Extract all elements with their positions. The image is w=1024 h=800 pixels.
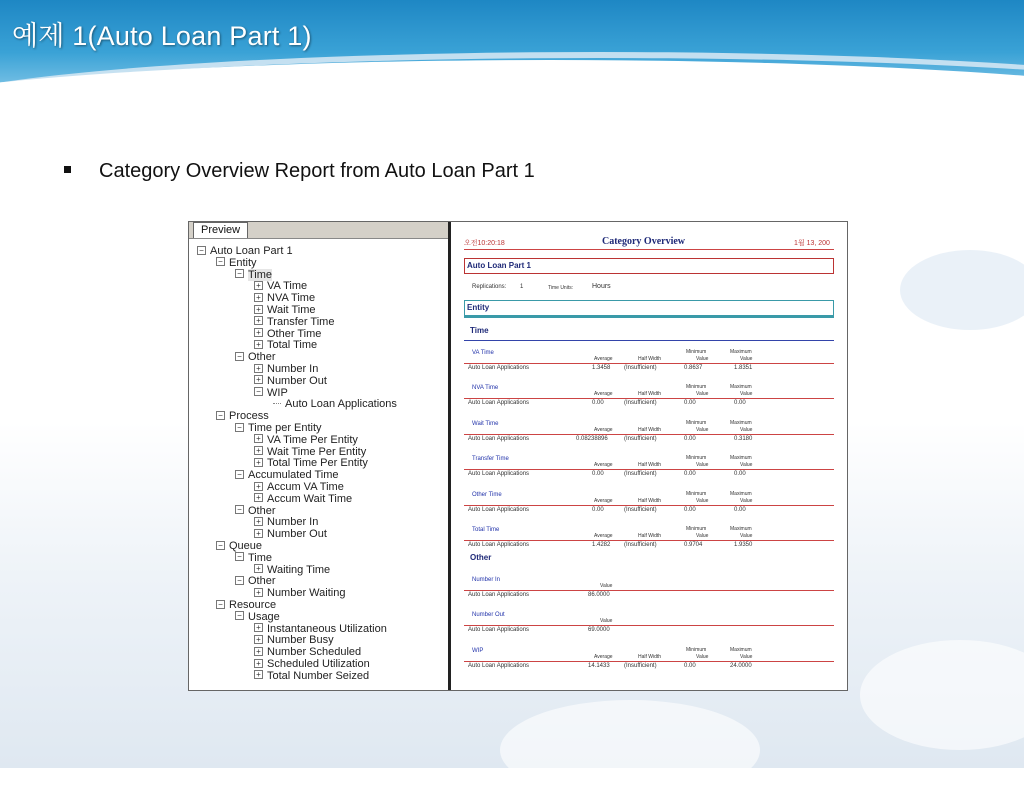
tree-node[interactable] — [254, 658, 370, 670]
half-width-value: (Insufficient) — [624, 506, 657, 513]
collapse-icon[interactable]: − — [235, 505, 244, 514]
col-min-value-label: Value — [696, 533, 709, 539]
row-rule — [464, 625, 834, 626]
tree-node[interactable] — [254, 316, 334, 328]
replications-label: Replications: — [472, 284, 507, 290]
col-minimum-label: Minimum — [686, 490, 707, 497]
tree-node-label: Total Time Per Entity — [267, 457, 368, 470]
row-label: Auto Loan Applications — [468, 592, 530, 598]
row-label: Auto Loan Applications — [468, 506, 530, 513]
col-half-width-label: Half Width — [638, 653, 662, 660]
col-average-label: Average — [594, 426, 613, 433]
tree-node[interactable] — [216, 410, 269, 422]
tree-node-label: Number Out — [267, 374, 327, 387]
tab-preview[interactable]: Preview — [193, 222, 248, 238]
bullet-item — [64, 160, 535, 183]
tree-node[interactable] — [254, 646, 361, 658]
tree-node[interactable] — [235, 575, 276, 587]
entity-section-title: Entity — [467, 303, 490, 312]
col-minimum-label: Minimum — [686, 455, 707, 462]
expand-icon[interactable]: + — [254, 564, 263, 573]
tree-node[interactable] — [254, 446, 366, 458]
row-label: Auto Loan Applications — [468, 471, 530, 478]
tree-node[interactable] — [254, 670, 369, 682]
minimum-value: 0.00 — [684, 471, 696, 478]
tree-node[interactable] — [235, 469, 338, 481]
collapse-icon[interactable]: − — [235, 552, 244, 561]
expand-icon[interactable]: + — [254, 328, 263, 337]
col-max-value-label: Value — [740, 356, 753, 362]
tree-node-label: VA Time — [267, 280, 308, 293]
col-average-label: Average — [594, 391, 613, 398]
col-max-value-label: Value — [740, 426, 753, 433]
tree-node[interactable] — [235, 422, 322, 434]
maximum-value: 0.00 — [734, 506, 746, 513]
tree-node-label: Waiting Time — [267, 563, 331, 576]
tree-node-label: Other — [248, 351, 276, 364]
tree-node-label: NVA Time — [267, 292, 316, 305]
tree-node-label: Total Number Seized — [267, 669, 370, 682]
col-min-value-label: Value — [696, 497, 709, 504]
col-maximum-label: Maximum — [730, 646, 752, 653]
row-rule — [464, 469, 834, 470]
expand-icon[interactable]: + — [254, 623, 263, 632]
tree-node-label: Process — [229, 410, 269, 423]
tree-node[interactable] — [254, 339, 317, 351]
collapse-icon[interactable]: − — [235, 423, 244, 432]
col-average-label: Average — [594, 462, 613, 469]
average-value: 1.4282 — [592, 542, 611, 548]
value: 86.0000 — [588, 592, 610, 598]
tree-node-label: Transfer Time — [267, 315, 335, 328]
tree-node-label: Queue — [229, 540, 263, 552]
slide-title: 예제 1(Auto Loan Part 1) — [12, 21, 312, 51]
tree-node-label: VA Time Per Entity — [267, 433, 358, 446]
collapse-icon[interactable]: − — [235, 269, 244, 278]
tree-node-label: Accum Wait Time — [267, 492, 353, 505]
tree-node-label: Instantaneous Utilization — [267, 622, 387, 635]
tree-node-label: Number In — [267, 516, 319, 529]
tree-node[interactable] — [254, 328, 321, 340]
average-value: 0.08238896 — [576, 435, 608, 442]
col-half-width-label: Half Width — [638, 497, 662, 504]
time-header: Time — [470, 326, 489, 335]
tree-node[interactable] — [254, 516, 318, 528]
collapse-icon[interactable]: − — [216, 411, 225, 420]
metric-name: NVA Time — [472, 385, 499, 392]
expand-icon[interactable]: + — [254, 482, 263, 491]
report-time-stamp: 오전10:20:18 — [464, 240, 505, 247]
row-rule — [464, 434, 834, 435]
collapse-icon[interactable]: − — [235, 576, 244, 585]
col-value-label: Value — [600, 583, 613, 589]
average-value: 0.00 — [592, 400, 604, 407]
tree-node-label: Total Time — [267, 339, 318, 352]
report-title: Category Overview — [602, 236, 686, 247]
col-minimum-label: Minimum — [686, 646, 707, 653]
title-rule — [464, 249, 834, 250]
entity-section-box — [464, 300, 834, 318]
tree-node-label: Number Scheduled — [267, 646, 362, 659]
col-max-value-label: Value — [740, 653, 753, 660]
tree-pane — [189, 222, 451, 690]
tree-node[interactable] — [254, 363, 318, 375]
col-half-width-label: Half Width — [638, 391, 662, 398]
time-units-value: Hours — [592, 283, 611, 290]
report-date: 1월 13, 200 — [794, 240, 830, 247]
model-name-box — [464, 258, 834, 274]
minimum-value: 0.00 — [684, 435, 696, 442]
tree-node[interactable] — [235, 552, 272, 564]
minimum-value: 0.9704 — [684, 542, 703, 548]
row-label: Auto Loan Applications — [468, 435, 530, 442]
tree-node-label: Time — [248, 268, 273, 281]
col-average-label: Average — [594, 497, 613, 504]
maximum-value: 0.00 — [734, 400, 746, 407]
half-width-value: (Insufficient) — [624, 662, 657, 669]
col-half-width-label: Half Width — [638, 426, 662, 433]
row-rule — [464, 363, 834, 364]
average-value: 0.00 — [592, 471, 604, 478]
half-width-value: (Insufficient) — [624, 542, 657, 548]
tree-node[interactable] — [254, 493, 352, 505]
tree-node[interactable] — [254, 434, 358, 446]
tree-node[interactable] — [254, 564, 330, 576]
expand-icon[interactable]: + — [254, 493, 263, 502]
maximum-value: 1.8351 — [734, 365, 753, 371]
tree-node-label: Auto Loan Applications — [285, 398, 397, 411]
tree-node-label: Resource — [229, 599, 277, 611]
tree-node-label: Wait Time — [267, 304, 316, 316]
expand-icon[interactable]: + — [254, 670, 263, 679]
col-maximum-label: Maximum — [730, 490, 752, 497]
time-header-rule — [464, 340, 834, 341]
metric-name: Number In — [472, 577, 501, 583]
metric-name: Wait Time — [472, 420, 499, 427]
maximum-value: 24.0000 — [730, 662, 752, 669]
model-name: Auto Loan Part 1 — [467, 261, 532, 270]
metric-name: Other Time — [472, 491, 502, 498]
collapse-icon[interactable]: − — [254, 387, 263, 396]
expand-icon[interactable]: + — [254, 647, 263, 656]
col-average-label: Average — [594, 356, 613, 362]
col-maximum-label: Maximum — [730, 349, 752, 355]
collapse-icon[interactable]: − — [235, 470, 244, 479]
tree-node-label: Number Busy — [267, 634, 334, 647]
metric-name: Number Out — [472, 612, 505, 619]
cloud-decoration — [900, 250, 1024, 330]
expand-icon[interactable]: + — [254, 529, 263, 538]
tree-node[interactable] — [273, 398, 397, 410]
expand-icon[interactable]: + — [254, 340, 263, 349]
expand-icon[interactable]: + — [254, 305, 263, 314]
col-minimum-label: Minimum — [686, 349, 707, 355]
col-average-label: Average — [594, 653, 613, 660]
col-half-width-label: Half Width — [638, 356, 662, 362]
col-half-width-label: Half Width — [638, 462, 662, 469]
tree-node[interactable] — [254, 375, 327, 387]
tree-leaf-connector — [273, 398, 281, 404]
tree-node[interactable] — [235, 269, 272, 281]
metric-name: Total Time — [472, 527, 500, 533]
col-max-value-label: Value — [740, 462, 753, 469]
expand-icon[interactable]: + — [254, 446, 263, 455]
tree-node-label: Auto Loan Part 1 — [210, 245, 293, 257]
half-width-value: (Insufficient) — [624, 435, 657, 442]
minimum-value: 0.00 — [684, 400, 696, 407]
maximum-value: 0.00 — [734, 471, 746, 478]
collapse-icon[interactable]: − — [216, 541, 225, 550]
col-minimum-label: Minimum — [686, 384, 707, 391]
row-label: Auto Loan Applications — [468, 365, 530, 371]
row-rule — [464, 590, 834, 591]
tree-node[interactable] — [254, 457, 368, 469]
tree-node[interactable] — [254, 634, 334, 646]
col-maximum-label: Maximum — [730, 384, 752, 391]
collapse-icon[interactable]: − — [216, 257, 225, 266]
tree-node-label: Accumulated Time — [248, 469, 339, 482]
row-rule — [464, 540, 834, 541]
col-maximum-label: Maximum — [730, 455, 752, 462]
minimum-value: 0.00 — [684, 506, 696, 513]
expand-icon[interactable]: + — [254, 588, 263, 597]
col-max-value-label: Value — [740, 391, 753, 398]
col-min-value-label: Value — [696, 391, 709, 398]
col-max-value-label: Value — [740, 533, 753, 539]
time-units-label: Time Units: — [548, 285, 574, 291]
expand-icon[interactable]: + — [254, 635, 263, 644]
col-maximum-label: Maximum — [730, 526, 752, 532]
other-header: Other — [470, 553, 492, 562]
tree-node[interactable] — [235, 505, 276, 517]
metric-name: Transfer Time — [472, 456, 509, 463]
col-min-value-label: Value — [696, 356, 709, 362]
tree-node[interactable] — [254, 528, 327, 540]
expand-icon[interactable]: + — [254, 434, 263, 443]
col-minimum-label: Minimum — [686, 526, 707, 532]
tree-node[interactable] — [216, 599, 276, 611]
col-minimum-label: Minimum — [686, 419, 707, 426]
tree-node-label: Accum VA Time — [267, 481, 344, 493]
col-min-value-label: Value — [696, 653, 709, 660]
replications-value: 1 — [520, 284, 524, 290]
tree-node[interactable] — [254, 623, 387, 635]
row-label: Auto Loan Applications — [468, 400, 530, 407]
average-value: 0.00 — [592, 506, 604, 513]
tree-node-label: Wait Time Per Entity — [267, 445, 367, 458]
expand-icon[interactable]: + — [254, 364, 263, 373]
col-min-value-label: Value — [696, 426, 709, 433]
report-pane — [454, 222, 847, 690]
tree-node[interactable] — [197, 245, 293, 257]
half-width-value: (Insufficient) — [624, 471, 657, 478]
tree-node[interactable] — [216, 257, 257, 269]
tree-node-label: Scheduled Utilization — [267, 658, 370, 670]
row-label: Auto Loan Applications — [468, 542, 530, 548]
tree-node[interactable] — [254, 280, 307, 292]
tree-node-label: Number Waiting — [267, 587, 346, 600]
expand-icon[interactable]: + — [254, 316, 263, 325]
tree-node-label: Usage — [248, 610, 280, 623]
maximum-value: 1.9350 — [734, 542, 753, 548]
row-rule — [464, 398, 834, 399]
value: 69.0000 — [588, 627, 610, 634]
tree-node-label: Time — [248, 551, 273, 564]
tree-node[interactable] — [254, 292, 315, 304]
tree-node-label: Number Out — [267, 528, 327, 541]
expand-icon[interactable]: + — [254, 659, 263, 668]
tree-node[interactable] — [235, 351, 276, 363]
cloud-decoration — [860, 640, 1024, 750]
col-min-value-label: Value — [696, 462, 709, 469]
half-width-value: (Insufficient) — [624, 400, 657, 407]
row-label: Auto Loan Applications — [468, 627, 530, 634]
average-value: 14.1433 — [588, 662, 610, 669]
tree-node-label: Number In — [267, 363, 319, 375]
bullet-text: Category Overview Report from Auto Loan Part 1 — [99, 160, 535, 182]
col-max-value-label: Value — [740, 497, 753, 504]
tree-node-label: Entity — [229, 256, 257, 269]
col-value-label: Value — [600, 618, 613, 625]
tree-node-label: Other — [248, 575, 276, 588]
tree-node[interactable] — [216, 540, 262, 552]
tree-node[interactable] — [254, 387, 288, 399]
tree-node-label: Time per Entity — [248, 422, 322, 434]
collapse-icon[interactable]: − — [197, 246, 206, 255]
tree-node-label: WIP — [267, 386, 288, 399]
square-bullet-icon — [64, 166, 71, 173]
metric-name: VA Time — [472, 350, 494, 356]
metric-name: WIP — [472, 647, 484, 654]
header-wave — [0, 60, 1024, 150]
maximum-value: 0.3180 — [734, 435, 753, 442]
expand-icon[interactable]: + — [254, 375, 263, 384]
average-value: 1.3458 — [592, 365, 611, 371]
tree-node[interactable] — [254, 304, 316, 316]
tree-node[interactable] — [254, 587, 345, 599]
expand-icon[interactable]: + — [254, 293, 263, 302]
tree-node[interactable] — [254, 481, 344, 493]
minimum-value: 0.8637 — [684, 365, 703, 371]
report-screenshot — [188, 221, 848, 691]
col-maximum-label: Maximum — [730, 419, 752, 426]
row-rule — [464, 505, 834, 506]
expand-icon[interactable]: + — [254, 458, 263, 467]
minimum-value: 0.00 — [684, 662, 696, 669]
expand-icon[interactable]: + — [254, 281, 263, 290]
collapse-icon[interactable]: − — [235, 352, 244, 361]
half-width-value: (Insufficient) — [624, 365, 657, 371]
row-label: Auto Loan Applications — [468, 662, 530, 669]
row-rule — [464, 661, 834, 662]
collapse-icon[interactable]: − — [235, 611, 244, 620]
col-half-width-label: Half Width — [638, 533, 662, 539]
tree-node[interactable] — [235, 611, 280, 623]
tree-node-label: Other — [248, 504, 276, 517]
col-average-label: Average — [594, 533, 613, 539]
collapse-icon[interactable]: − — [216, 600, 225, 609]
tree-node-label: Other Time — [267, 327, 322, 340]
tab-bar — [189, 222, 448, 239]
expand-icon[interactable]: + — [254, 517, 263, 526]
cloud-decoration — [500, 700, 760, 800]
